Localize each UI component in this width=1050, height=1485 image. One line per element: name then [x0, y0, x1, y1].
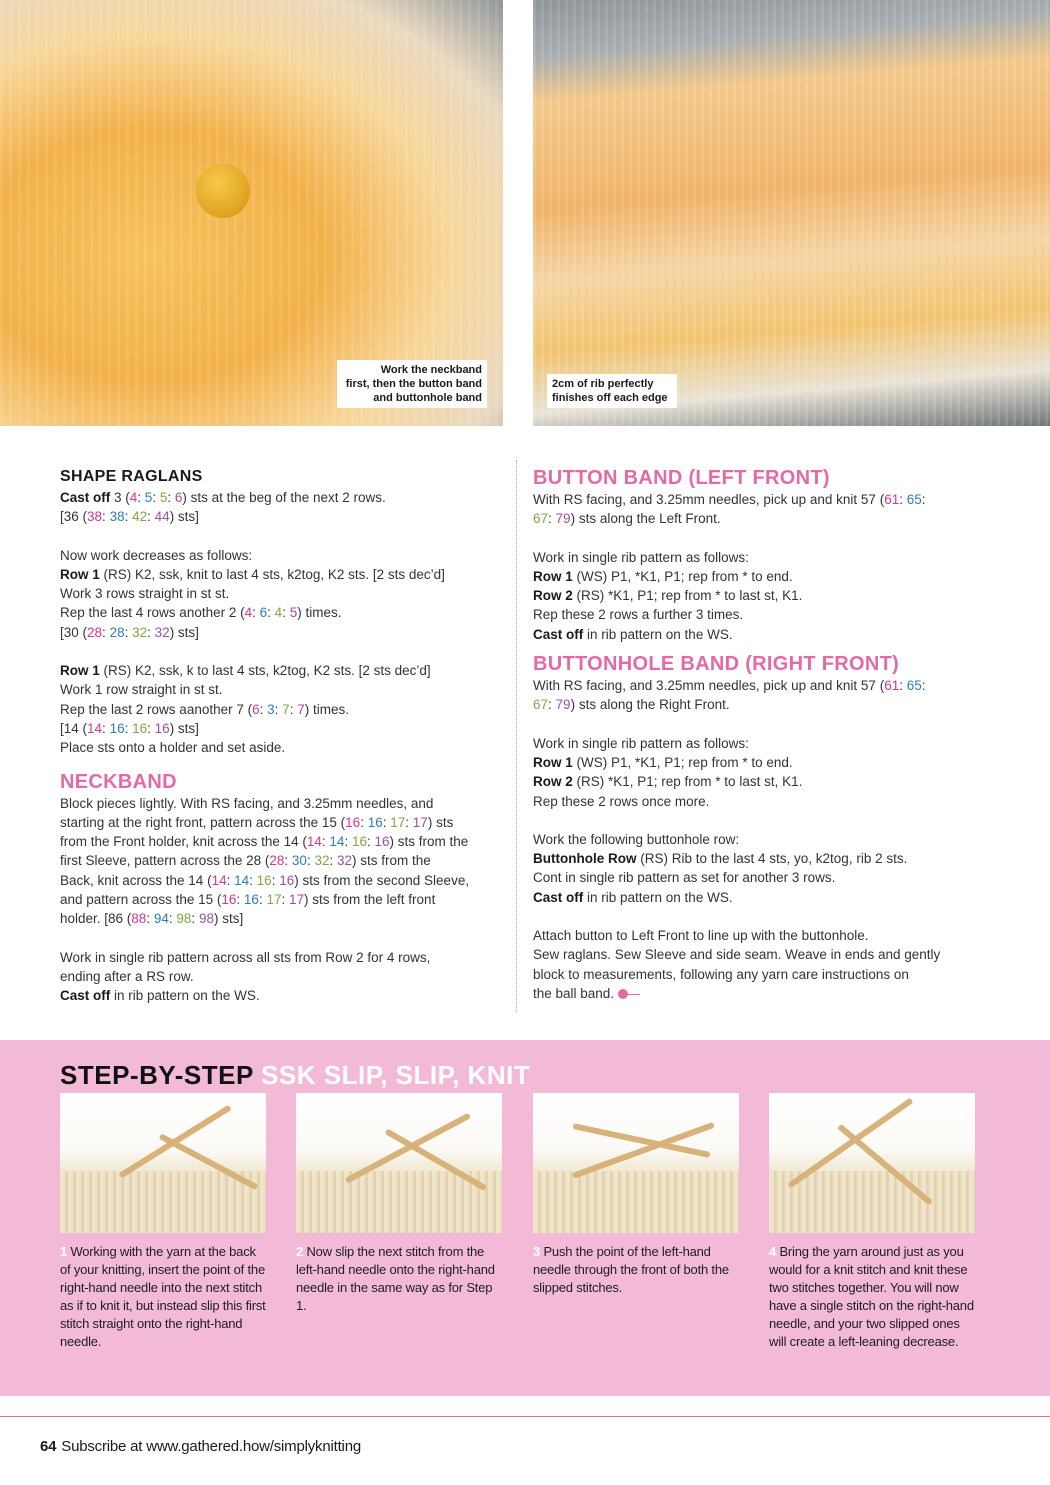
page-number: 64	[40, 1438, 57, 1455]
step-1-photo	[60, 1093, 266, 1233]
pattern-line: Work 3 rows straight in st st.	[60, 586, 230, 602]
photo-caption-right: 2cm of rib perfectly finishes off each edge	[547, 374, 677, 408]
pattern-line: Work in single rib pattern across all sts from Row 2 for 4 rows,	[60, 949, 431, 965]
section-heading-button-band: BUTTON BAND (LEFT FRONT)	[533, 467, 830, 489]
pattern-line: Rep the last 2 rows aanother 7 (6: 3: 7: 7) times.	[60, 701, 349, 717]
pattern-line: Cast off 3 (4: 5: 5: 6) sts at the beg of the next 2 rows.	[60, 490, 386, 505]
pattern-line: first Sleeve, pattern across the 28 (28: 30: 32: 32) sts from the	[60, 853, 431, 869]
pattern-line: Cast off in rib pattern on the WS.	[60, 988, 260, 1004]
pattern-line: Work 1 row straight in st st.	[60, 682, 223, 698]
step-3-text: 3 Push the point of the left-hand needle through the front of both the slipped stitches.	[533, 1244, 729, 1295]
step-3-photo	[533, 1093, 739, 1233]
pattern-line: holder. [86 (88: 94: 98: 98) sts]	[60, 911, 244, 927]
photo-caption-left: Work the neckband first, then the button band and buttonhole band	[337, 360, 487, 408]
pattern-line: Rep these 2 rows once more.	[533, 793, 710, 809]
step-by-step-title: STEP-BY-STEP SSK SLIP, SLIP, KNIT	[60, 1060, 531, 1090]
pattern-line: Work the following buttonhole row:	[533, 831, 740, 847]
pattern-line: Row 1 (WS) P1, *K1, P1; rep from * to end.	[533, 754, 793, 770]
cardigan-neckband-photo	[0, 0, 503, 426]
pattern-line: Row 1 (RS) K2, ssk, knit to last 4 sts, k2tog, K2 sts. [2 sts dec’d]	[60, 566, 445, 582]
pattern-line: Rep the last 4 rows another 2 (4: 6: 4: 5) times.	[60, 605, 342, 621]
pattern-line: ending after a RS row.	[60, 968, 194, 984]
step-4	[769, 1093, 975, 1351]
pattern-line: Now work decreases as follows:	[60, 547, 253, 563]
pattern-line: starting at the right front, pattern across the 15 (16: 16: 17: 17) sts	[60, 814, 454, 830]
pattern-line: Row 1 (WS) P1, *K1, P1; rep from * to end.	[533, 568, 793, 584]
step-2-text: 2 Now slip the next stitch from the left-hand needle onto the right-hand needle in the same way as for Step 1.	[296, 1244, 495, 1313]
section-heading-neckband: NECKBAND	[60, 770, 177, 793]
step-3	[533, 1093, 739, 1297]
pattern-line: the ball band.	[533, 984, 973, 1003]
pattern-line: block to measurements, following any yarn care instructions on	[533, 966, 909, 982]
pattern-line: With RS facing, and 3.25mm needles, pick up and knit 57 (61: 65:	[533, 678, 926, 694]
left-column	[60, 466, 502, 1006]
step-2-photo	[296, 1093, 502, 1233]
pattern-line: Buttonhole Row (RS) Rib to the last 4 sts, yo, k2tog, rib 2 sts.	[533, 851, 908, 867]
button-image	[196, 164, 250, 218]
pattern-line: Row 2 (RS) *K1, P1; rep from * to last st, K1.	[533, 588, 803, 604]
pattern-line: [36 (38: 38: 42: 44) sts]	[60, 509, 199, 525]
step-2	[296, 1093, 502, 1315]
step-1	[60, 1093, 266, 1351]
pattern-line: and pattern across the 15 (16: 16: 17: 17) sts from the left front	[60, 892, 436, 908]
pattern-line: Block pieces lightly. With RS facing, and 3.25mm needles, and	[60, 795, 434, 811]
section-heading-shape-raglans: SHAPE RAGLANS	[60, 468, 203, 485]
pattern-line: 67: 79) sts along the Left Front.	[533, 511, 721, 527]
pattern-line: Cast off in rib pattern on the WS.	[533, 889, 733, 905]
pattern-line: Row 2 (RS) *K1, P1; rep from * to last st, K1.	[533, 774, 803, 790]
pattern-line: [14 (14: 16: 16: 16) sts]	[60, 720, 199, 736]
pattern-line: Back, knit across the 14 (14: 14: 16: 16) sts from the second Sleeve,	[60, 872, 470, 888]
section-heading-buttonhole-band: BUTTONHOLE BAND (RIGHT FRONT)	[533, 653, 900, 676]
end-mark-icon	[618, 989, 628, 999]
column-divider	[516, 460, 517, 1012]
pattern-line: [30 (28: 28: 32: 32) sts]	[60, 624, 199, 640]
pattern-line: Place sts onto a holder and set aside.	[60, 740, 286, 756]
footer	[40, 1438, 361, 1455]
pattern-line: Cast off in rib pattern on the WS.	[533, 626, 733, 642]
pattern-line: Work in single rib pattern as follows:	[533, 549, 749, 565]
right-column	[533, 466, 973, 1003]
step-1-text: 1 Working with the yarn at the back of your knitting, insert the point of the right-hand needle into the next stitch as if to knit it, but instead slip this first stitch straight onto the right-hand needle.	[60, 1244, 266, 1349]
pattern-line: Row 1 (RS) K2, ssk, k to last 4 sts, k2tog, K2 sts. [2 sts dec’d]	[60, 663, 431, 679]
step-4-text: 4 Bring the yarn around just as you would for a knit stitch and knit these two stitches together. You will now have a single stitch on the right-hand needle, and your two slipped ones will create a left-leaning decrease.	[769, 1244, 974, 1349]
footer-divider	[0, 1416, 1050, 1417]
pattern-line: Attach button to Left Front to line up with the buttonhole.	[533, 928, 869, 944]
pattern-line: from the Front holder, knit across the 14 (14: 14: 16: 16) sts from the	[60, 834, 469, 850]
step-4-photo	[769, 1093, 975, 1233]
subscribe-link[interactable]: Subscribe at www.gathered.how/simplyknitting	[61, 1438, 361, 1455]
pattern-line: Rep these 2 rows a further 3 times.	[533, 607, 744, 623]
pattern-line: Cont in single rib pattern as set for another 3 rows.	[533, 870, 836, 886]
sleeve-rib-photo	[533, 0, 1050, 426]
pattern-line: Sew raglans. Sew Sleeve and side seam. Weave in ends and gently	[533, 947, 941, 963]
pattern-line: Work in single rib pattern as follows:	[533, 735, 749, 751]
step-by-step-panel	[0, 1040, 1050, 1396]
pattern-line: With RS facing, and 3.25mm needles, pick up and knit 57 (61: 65:	[533, 492, 926, 507]
pattern-line: 67: 79) sts along the Right Front.	[533, 697, 730, 713]
